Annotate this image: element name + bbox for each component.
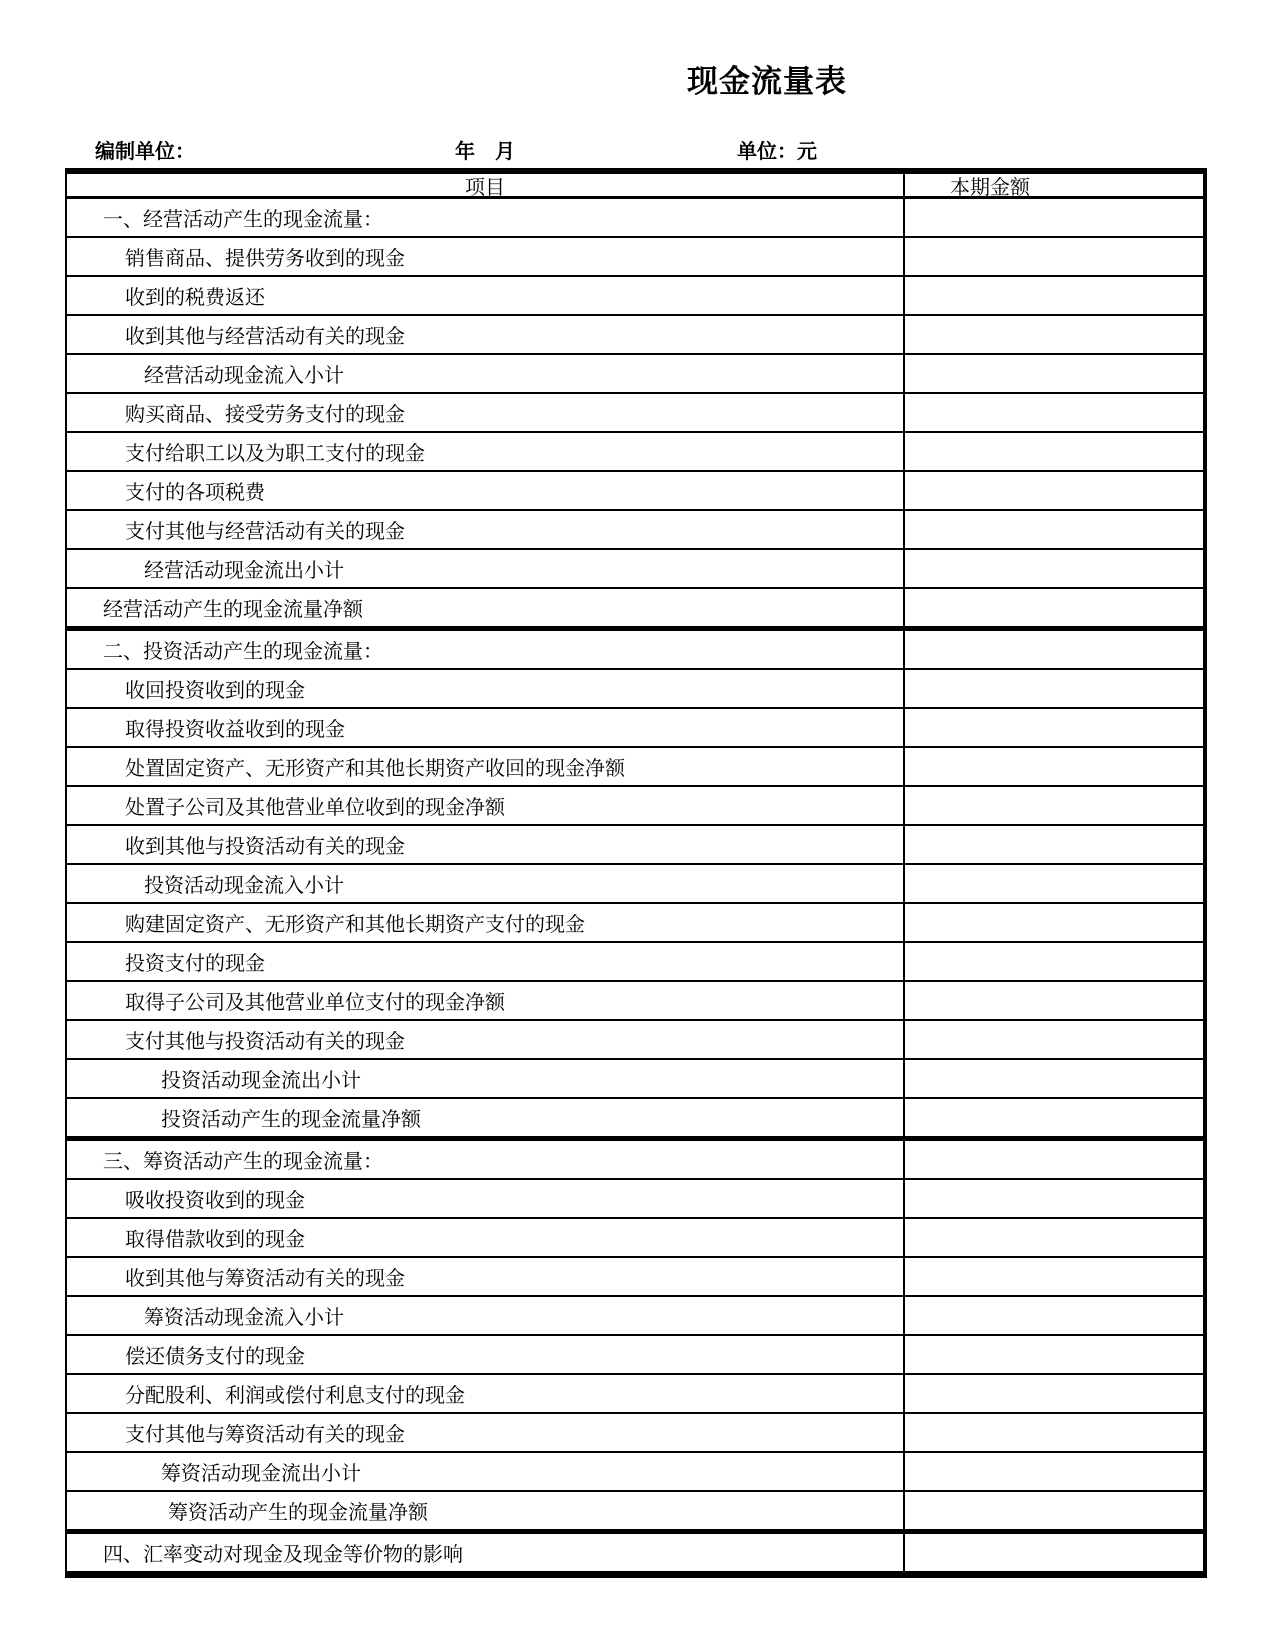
row-amount-cell	[905, 238, 1203, 275]
row-item-label: 销售商品、提供劳务收到的现金	[67, 238, 905, 275]
row-amount-cell	[905, 1219, 1203, 1256]
table-row	[67, 1492, 1203, 1534]
row-amount-cell	[905, 943, 1203, 980]
table-row	[67, 1180, 1203, 1219]
table-row	[67, 277, 1203, 316]
row-item-label: 收到其他与投资活动有关的现金	[67, 826, 905, 863]
column-header-item: 项目	[67, 174, 905, 196]
row-amount-cell	[905, 394, 1203, 431]
table-row	[67, 670, 1203, 709]
row-amount-cell	[905, 1141, 1203, 1178]
table-row	[67, 1219, 1203, 1258]
row-item-label: 取得子公司及其他营业单位支付的现金净额	[67, 982, 905, 1019]
table-row	[67, 787, 1203, 826]
page-title: 现金流量表	[687, 64, 847, 99]
table-row	[67, 1375, 1203, 1414]
table-row	[67, 631, 1203, 670]
table-row	[67, 550, 1203, 589]
row-amount-cell	[905, 1021, 1203, 1058]
row-item-label: 经营活动现金流入小计	[67, 355, 905, 392]
row-item-label: 处置子公司及其他营业单位收到的现金净额	[67, 787, 905, 824]
table-row	[67, 1258, 1203, 1297]
table-row	[67, 511, 1203, 550]
table-row	[67, 199, 1203, 238]
row-amount-cell	[905, 670, 1203, 707]
row-amount-cell	[905, 904, 1203, 941]
row-item-label: 经营活动产生的现金流量净额	[67, 589, 905, 626]
row-amount-cell	[905, 865, 1203, 902]
table-row	[67, 1414, 1203, 1453]
row-amount-cell	[905, 589, 1203, 626]
table-header-row	[67, 174, 1203, 199]
row-amount-cell	[905, 1336, 1203, 1373]
table-body	[67, 199, 1203, 1571]
table-row	[67, 316, 1203, 355]
row-item-label: 收回投资收到的现金	[67, 670, 905, 707]
date-label: 年 月	[455, 141, 515, 163]
table-row	[67, 748, 1203, 787]
row-item-label: 支付的各项税费	[67, 472, 905, 509]
row-amount-cell	[905, 511, 1203, 548]
table-row	[67, 709, 1203, 748]
row-item-label: 支付其他与经营活动有关的现金	[67, 511, 905, 548]
row-item-label: 收到的税费返还	[67, 277, 905, 314]
column-header-current-amount: 本期金额	[950, 176, 1030, 196]
row-amount-cell	[905, 1258, 1203, 1295]
row-amount-cell	[905, 826, 1203, 863]
row-amount-cell	[905, 199, 1203, 236]
table-row	[67, 1534, 1203, 1571]
row-amount-cell	[905, 1375, 1203, 1412]
row-amount-cell	[905, 1297, 1203, 1334]
row-amount-cell	[905, 1534, 1203, 1571]
row-amount-cell	[905, 1099, 1203, 1136]
row-item-label: 购建固定资产、无形资产和其他长期资产支付的现金	[67, 904, 905, 941]
row-amount-cell	[905, 748, 1203, 785]
row-amount-cell	[905, 1492, 1203, 1529]
table-row	[67, 433, 1203, 472]
table-row	[67, 589, 1203, 631]
table-row	[67, 1297, 1203, 1336]
row-item-label: 收到其他与经营活动有关的现金	[67, 316, 905, 353]
table-row	[67, 394, 1203, 433]
table-row	[67, 865, 1203, 904]
table-row	[67, 1021, 1203, 1060]
row-item-label: 筹资活动现金流出小计	[67, 1453, 905, 1490]
row-item-label: 投资活动现金流入小计	[67, 865, 905, 902]
row-item-label: 支付其他与投资活动有关的现金	[67, 1021, 905, 1058]
table-row	[67, 1141, 1203, 1180]
row-amount-cell	[905, 982, 1203, 1019]
row-amount-cell	[905, 316, 1203, 353]
table-row	[67, 904, 1203, 943]
table-row	[67, 238, 1203, 277]
table-row	[67, 943, 1203, 982]
row-item-label: 四、汇率变动对现金及现金等价物的影响	[67, 1534, 905, 1571]
table-row	[67, 826, 1203, 865]
prepared-by-label: 编制单位：	[95, 141, 195, 163]
row-item-label: 取得借款收到的现金	[67, 1219, 905, 1256]
table-row	[67, 1099, 1203, 1141]
row-item-label: 取得投资收益收到的现金	[67, 709, 905, 746]
row-item-label: 偿还债务支付的现金	[67, 1336, 905, 1373]
row-amount-cell	[905, 433, 1203, 470]
row-amount-cell	[905, 1453, 1203, 1490]
row-item-label: 购买商品、接受劳务支付的现金	[67, 394, 905, 431]
table-row	[67, 1060, 1203, 1099]
row-amount-cell	[905, 550, 1203, 587]
table-row	[67, 472, 1203, 511]
row-amount-cell	[905, 1180, 1203, 1217]
row-item-label: 处置固定资产、无形资产和其他长期资产收回的现金净额	[67, 748, 905, 785]
row-item-label: 吸收投资收到的现金	[67, 1180, 905, 1217]
table-row	[67, 1336, 1203, 1375]
row-amount-cell	[905, 631, 1203, 668]
row-amount-cell	[905, 787, 1203, 824]
row-item-label: 投资活动现金流出小计	[67, 1060, 905, 1097]
row-item-label: 一、经营活动产生的现金流量：	[67, 199, 905, 236]
row-item-label: 支付给职工以及为职工支付的现金	[67, 433, 905, 470]
row-item-label: 二、投资活动产生的现金流量：	[67, 631, 905, 668]
row-item-label: 三、筹资活动产生的现金流量：	[67, 1141, 905, 1178]
row-item-label: 投资支付的现金	[67, 943, 905, 980]
row-item-label: 分配股利、利润或偿付利息支付的现金	[67, 1375, 905, 1412]
row-amount-cell	[905, 1060, 1203, 1097]
row-item-label: 经营活动现金流出小计	[67, 550, 905, 587]
row-item-label: 收到其他与筹资活动有关的现金	[67, 1258, 905, 1295]
cash-flow-table	[65, 168, 1207, 1578]
row-amount-cell	[905, 277, 1203, 314]
table-row	[67, 1453, 1203, 1492]
row-amount-cell	[905, 709, 1203, 746]
row-item-label: 投资活动产生的现金流量净额	[67, 1099, 905, 1136]
row-item-label: 筹资活动产生的现金流量净额	[67, 1492, 905, 1529]
table-row	[67, 982, 1203, 1021]
currency-unit-label: 单位：元	[737, 141, 817, 163]
row-item-label: 支付其他与筹资活动有关的现金	[67, 1414, 905, 1451]
row-item-label: 筹资活动现金流入小计	[67, 1297, 905, 1334]
row-amount-cell	[905, 472, 1203, 509]
row-amount-cell	[905, 1414, 1203, 1451]
table-row	[67, 355, 1203, 394]
row-amount-cell	[905, 355, 1203, 392]
report-meta-row	[0, 135, 1275, 165]
